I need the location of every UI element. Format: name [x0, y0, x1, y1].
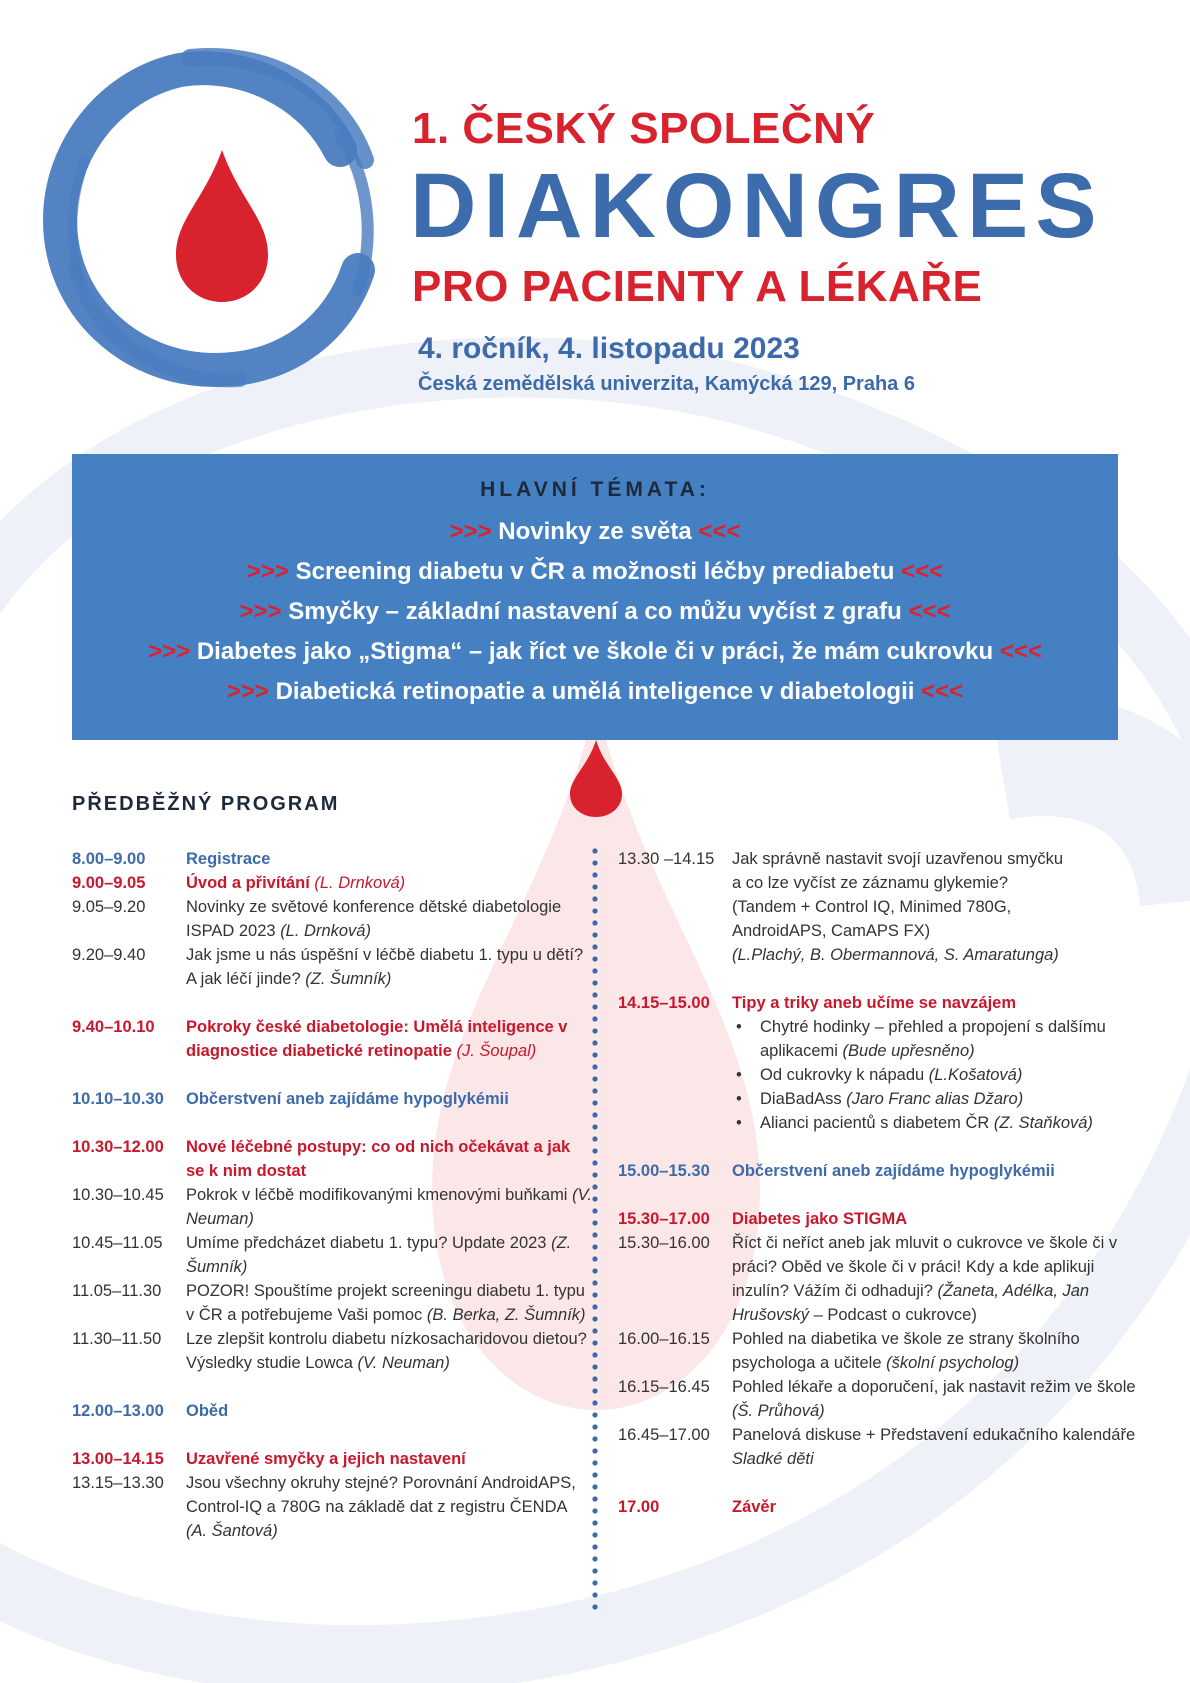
topic-item [148, 672, 1042, 712]
program-title-text: Úvod a přivítání [186, 874, 310, 892]
program-time: 10.30–10.45 [72, 1186, 164, 1204]
program-title-text: Umíme předcházet diabetu 1. typu? Update 2023 [186, 1234, 547, 1252]
title-diakongres: DIAKONGRES [410, 155, 1104, 257]
title-line-3: PRO PACIENTY A LÉKAŘE [412, 262, 983, 311]
program-title-text: Říct či neříct aneb jak mluvit o cukrovce ve škole či v práci? Oběd ve škole či v práci! Kdy a kde aplikuji inzulín? Vážím či odhaduji? [732, 1234, 1118, 1300]
tips-item [760, 1111, 1138, 1135]
program-title [732, 847, 1138, 967]
column-divider [592, 845, 598, 1615]
topic-text: Novinky ze světa [498, 518, 692, 545]
tips-speaker: (Bude upřesněno) [842, 1042, 975, 1060]
program-row [72, 871, 592, 895]
program-speaker: (J. Šoupal) [456, 1042, 537, 1060]
program-title-text: Pohled lékaře a doporučení, jak nastavit režim ve škole [732, 1378, 1136, 1396]
program-time: 9.00–9.05 [72, 874, 146, 892]
program-title [186, 1471, 592, 1543]
row-gap [618, 1135, 1138, 1159]
title-line-1: 1. ČESKÝ SPOLEČNÝ [412, 104, 876, 153]
row-gap [618, 1183, 1138, 1207]
program-title [186, 1399, 592, 1423]
program-speaker: Sladké děti [732, 1450, 814, 1468]
program-title-text: Občerstvení aneb zajídáme hypoglykémii [186, 1090, 509, 1108]
bullets-row [618, 1015, 1138, 1135]
program-title [186, 1279, 592, 1327]
tips-speaker: (Jaro Franc alias Džaro) [846, 1090, 1024, 1108]
program-title-text: Jsou všechny okruhy stejné? Porovnání AndroidAPS, Control-IQ a 780G na základě dat z registru ČENDA [186, 1474, 576, 1516]
program-title-line: AndroidAPS, CamAPS FX) [732, 922, 931, 940]
program-row [72, 943, 592, 991]
row-gap [72, 1375, 592, 1399]
program-title-text: Registrace [186, 850, 271, 868]
topic-text: Smyčky – základní nastavení a co můžu vyčíst z grafu [288, 598, 902, 625]
program-time: 17.00 [618, 1498, 660, 1516]
topic-arrow-left: >>> [239, 598, 282, 625]
topic-text: Diabetes jako „Stigma“ – jak říct ve škole či v práci, že mám cukrovku [196, 638, 994, 665]
program-title [732, 1327, 1138, 1375]
program-row [618, 1327, 1138, 1375]
program-time: 11.05–11.30 [72, 1282, 162, 1300]
program-row [72, 1471, 592, 1543]
main-topics-box [72, 454, 1118, 740]
program-speaker: (L.Plachý, B. Obermannová, S. Amaratunga) [732, 946, 1059, 964]
program-time: 9.40–10.10 [72, 1018, 155, 1036]
program-row [618, 1375, 1138, 1423]
tips-item [760, 1063, 1138, 1087]
program-row [72, 1087, 592, 1111]
program-title [732, 1207, 1138, 1231]
spacer [618, 1015, 732, 1135]
program-title [186, 1231, 592, 1279]
program-title [186, 1015, 592, 1063]
program-right-column [618, 847, 1138, 1519]
program-title-text: Občerstvení aneb zajídáme hypoglykémii [732, 1162, 1055, 1180]
program-row [72, 1231, 592, 1279]
program-time: 13.30 –14.15 [618, 850, 715, 868]
program-row [618, 1495, 1138, 1519]
program-time: 8.00–9.00 [72, 850, 146, 868]
program-row [72, 895, 592, 943]
program-time: 16.15–16.45 [618, 1378, 710, 1396]
program-row [72, 1015, 592, 1063]
program-title [186, 943, 592, 991]
topic-arrow-left: >>> [148, 638, 191, 665]
topic-text: Screening diabetu v ČR a možnosti léčby prediabetu [295, 558, 895, 585]
row-gap [618, 967, 1138, 991]
program-time: 15.00–15.30 [618, 1162, 710, 1180]
program-speaker: (L. Drnková) [314, 874, 406, 892]
program-time: 13.15–13.30 [72, 1474, 164, 1492]
program-speaker: (L. Drnková) [280, 922, 371, 940]
program-title-line: (Tandem + Control IQ, Minimed 780G, [732, 898, 1012, 916]
program-time: 13.00–14.15 [72, 1450, 164, 1468]
program-speaker: (A. Šantová) [186, 1522, 278, 1540]
program-row [72, 1135, 592, 1183]
topic-arrow-left: >>> [246, 558, 289, 585]
tips-text: Chytré hodinky – přehled a propojení s dalšímu aplikacemi [760, 1018, 1106, 1060]
program-speaker: (V. Neuman) [186, 1186, 592, 1228]
program-speaker: (Š. Průhová) [732, 1402, 825, 1420]
program-row [618, 1231, 1138, 1327]
program-heading: PŘEDBĚŽNÝ PROGRAM [72, 793, 340, 815]
program-title [186, 1327, 592, 1375]
topic-item [148, 552, 1042, 592]
program-speaker: (Z. Šumník) [186, 1234, 572, 1276]
program-title-text: Nové léčebné postupy: co od nich očekávat a jak se k nim dostat [186, 1138, 571, 1180]
program-row [618, 1423, 1138, 1471]
program-time: 10.30–12.00 [72, 1138, 164, 1156]
topic-arrow-right: <<< [999, 638, 1042, 665]
logo-icon [40, 40, 400, 400]
program-title-text: POZOR! Spouštíme projekt screeningu diabetu 1. typu v ČR a potřebujeme Vaši pomoc [186, 1282, 585, 1324]
program-row [618, 991, 1138, 1015]
topic-text: Diabetická retinopatie a umělá inteligence v diabetologii [275, 678, 915, 705]
program-time: 15.30–16.00 [618, 1234, 710, 1252]
program-row [72, 1399, 592, 1423]
topic-arrow-right: <<< [921, 678, 964, 705]
program-title [732, 1231, 1138, 1327]
row-gap [72, 1423, 592, 1447]
program-time: 15.30–17.00 [618, 1210, 710, 1228]
program-row [72, 1447, 592, 1471]
program-row [618, 1207, 1138, 1231]
program-title-text: Pohled na diabetika ve škole ze strany školního psychologa a učitele [732, 1330, 1080, 1372]
program-row [72, 1183, 592, 1231]
topic-arrow-left: >>> [226, 678, 269, 705]
program-time: 12.00–13.00 [72, 1402, 164, 1420]
program-time: 10.45–11.05 [72, 1234, 163, 1252]
program-speaker: (Žaneta, Adélka, Jan Hrušovský [732, 1282, 1090, 1324]
program-speaker: (školní psycholog) [886, 1354, 1020, 1372]
program-row [72, 1327, 592, 1375]
program-title [732, 1423, 1138, 1471]
edition-date: 4. ročník, 4. listopadu 2023 [418, 332, 800, 365]
topic-arrow-right: <<< [908, 598, 951, 625]
program-title-text: Uzavřené smyčky a jejich nastavení [186, 1450, 466, 1468]
program-title-text: Závěr [732, 1498, 777, 1516]
program-speaker: (Z. Šumník) [305, 970, 392, 988]
program-row [618, 847, 1138, 967]
small-drop-icon [568, 738, 624, 818]
program-title [186, 1447, 592, 1471]
tips-text: DiaBadAss [760, 1090, 842, 1108]
tips-item [760, 1015, 1138, 1063]
program-title-text: Panelová diskuse + Představení edukačního kalendáře [732, 1426, 1136, 1444]
venue-address: Česká zemědělská univerzita, Kamýcká 129, Praha 6 [418, 373, 915, 395]
row-gap [72, 991, 592, 1015]
program-time: 10.10–10.30 [72, 1090, 164, 1108]
program-title [732, 1375, 1138, 1423]
program-time: 11.30–11.50 [72, 1330, 162, 1348]
program-time: 16.00–16.15 [618, 1330, 710, 1348]
program-time: 9.20–9.40 [72, 946, 146, 964]
program-title [186, 847, 592, 871]
program-title [732, 1495, 1138, 1519]
program-time: 9.05–9.20 [72, 898, 146, 916]
program-row [618, 1159, 1138, 1183]
program-title [186, 871, 592, 895]
program-left-column [72, 847, 592, 1543]
tips-speaker: (L.Košatová) [928, 1066, 1023, 1084]
program-title [732, 1159, 1138, 1183]
blood-drop-icon [176, 150, 268, 302]
program-title [186, 1135, 592, 1183]
topic-arrow-right: <<< [698, 518, 741, 545]
program-title-text: Pokroky české diabetologie: Umělá inteligence v diagnostice diabetické retinopatie [186, 1018, 568, 1060]
tips-list [732, 1015, 1138, 1135]
topic-item [148, 512, 1042, 552]
tips-text: Od cukrovky k nápadu [760, 1066, 925, 1084]
row-gap [72, 1111, 592, 1135]
tips-item [760, 1087, 1138, 1111]
row-gap [618, 1471, 1138, 1495]
program-title: Tipy a triky aneb učíme se navzájem [732, 994, 1016, 1012]
program-title-text: Oběd [186, 1402, 229, 1420]
program-row [72, 1279, 592, 1327]
topic-item [148, 632, 1042, 672]
program-title-tail: – Podcast o cukrovce) [809, 1306, 977, 1324]
program-title-text: Novinky ze světové konference dětské diabetologie ISPAD 2023 [186, 898, 562, 940]
topic-item [148, 592, 1042, 632]
program-title [186, 895, 592, 943]
program-title [186, 1183, 592, 1231]
tips-speaker: (Z. Staňková) [993, 1114, 1093, 1132]
program-title-text: Diabetes jako STIGMA [732, 1210, 908, 1228]
program-title-line: a co lze vyčíst ze záznamu glykemie? [732, 874, 1009, 892]
tips-text: Alianci pacientů s diabetem ČR [760, 1114, 990, 1132]
program-title-text: Lze zlepšit kontrolu diabetu nízkosacharidovou dietou? Výsledky studie Lowca [186, 1330, 587, 1372]
topic-arrow-right: <<< [901, 558, 944, 585]
program-speaker: (B. Berka, Z. Šumník) [426, 1306, 586, 1324]
program-title-text: Pokrok v léčbě modifikovanými kmenovými buňkami [186, 1186, 568, 1204]
row-gap [72, 1063, 592, 1087]
program-title-line: Jak správně nastavit svojí uzavřenou smyčku [732, 850, 1064, 868]
program-time: 16.45–17.00 [618, 1426, 710, 1444]
program-row [72, 847, 592, 871]
program-title-text: Jak jsme u nás úspěšní v léčbě diabetu 1. typu u dětí? A jak léčí jinde? [186, 946, 584, 988]
program-title [186, 1087, 592, 1111]
program-time: 14.15–15.00 [618, 994, 710, 1012]
program-speaker: (V. Neuman) [357, 1354, 450, 1372]
topics-heading: HLAVNÍ TÉMATA: [480, 478, 710, 501]
topic-arrow-left: >>> [449, 518, 492, 545]
topics-list [148, 512, 1042, 712]
